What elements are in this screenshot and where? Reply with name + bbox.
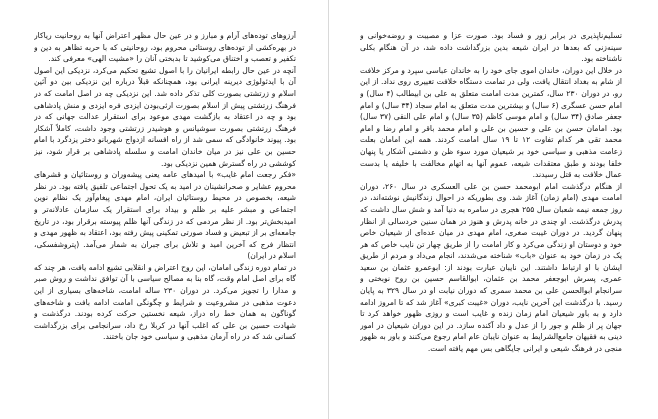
right-paragraph-3: از هنگام درگذشت امام ابومحمد حسن بن علی العسکری در سال ۲۶۰، دوران امامت مهدی (امام زمان) آغاز شد. وی بطوریکه در احوال زندگانیش نوشته‌اند، در روز جمعه نیمه شعبان سال ۲۵۵ هجری در سامره به دنیا آمد و شش سال داشت که پدرش درگذشت. او چندی در خانه پدرش و هنوز در همان سنین خردسالی از انظار پنهان گردید. در دوران غیبت صغری، امام مهدی در میان عده‌ای از شیعیان خاص خود و دوستان او زندگی می‌کرد و کار امامت را از طریق چهار تن نایب خاص که هر یک در زمان خود به عنوان «باب» شناخته می‌شدند، انجام می‌داد و مردم از طریق ایشان با او ارتباط داشتند. این نایبان عبارت بودند از: ابوعمرو عثمان بن سعید عمری، پسرش ابوجعفر محمد بن عثمان، ابوالقاسم حسین بن روح نوبختی و سرانجام ابوالحسن علی بن محمد سمری که دوران نیابت او در سال ۳۲۹ به پایان رسید. با درگذشت این آخرین نایب، دوران «غیبت کبری» آغاز شد که تا امروز ادامه دارد و به باور شیعیان امام زمان زنده و غایب است و روزی ظهور خواهد کرد تا جهان پر از ظلم و جور را از عدل و داد آکنده سازد. در این دوران شیعیان در امور دینی به فقیهان جامع‌الشرایط به عنوان نایبان عام امام رجوع می‌کنند و باور به ظهور منجی در فرهنگ شیعی و ایرانی جایگاهی بس مهم یافته است. <box>360 181 622 354</box>
right-page <box>360 30 622 415</box>
left-paragraph-2: آنچه در عین حال رابطه ایرانیان را با اصول تشیع تحکیم می‌کرد، نزدیکی این اصول آن با ایدئولوژی دیرینه ایرانی بود، همچنانکه قبلاً درباره این نزدیکی بین دو آئین اسلام و زرتشتی بصورت کلی تذکر داده شد. این نزدیکی چه در اصل امامت که در فرهنگ زرتشتی پیش از اسلام بصورت ارثی‌بودن ایزدی فره ایزدی و منش پادشاهی بود و چه در اعتقاد به بازگشت مهدی موعود برای استقرار عدالت جهانی که در فرهنگ زرتشتی بصورت سوشیانس و هوشیدر زرتشتی وجود داشت، کاملاً آشکار بود. پیوند خانوادگی که سمی شد از راه افسانه ازدواج شهربانو دختر یزدگرد با امام حسین بن علی نیز در میان خاندان امامت و سلسله پادشاهی بر قرار شود، نیز کوششی در راه گسترش همین نزدیکی بود. <box>34 65 296 168</box>
right-paragraph-2: در خلال این دوران، خاندان اموی جای خود را به خاندان عباسی سپرد و مرکز خلافت از شام به بغداد انتقال یافت، ولی در تمامت دستگاه خلافت تغییری روی نداد. از این رو، در دوران ۲۳۰ سال، کمترین مدت امامت متعلق به علی بن ابیطالب (۴ سال) و امام حسن عسگری (۶ سال) و بیشترین مدت متعلق به امام سجاد (۳۴ سال) و امام جعفر صادق (۳۴ سال) و امام موسی کاظم (۳۵ سال) و امام علی النقی (۳۷ سال) بود. امامان حسن بن علی و حسین بن علی و امام محمد باقر و امام رضا و امام محمد تقی هر کدام تفاوت ۱۲ تا ۱۹ سال امامت کردند. همه این امامان بعلت زعامت مذهبی و سیاسی خود بر شیعیان مورد سوء ظن و دشمنی آشکار یا پنهان خلفا بودند و طبق معتقدات شیعه، عموم آنها به اتهام مخالفت با خلیفه یا بدست عمال خلافت به قتل رسیدند. <box>360 65 622 180</box>
right-paragraph-1: تسلیم‌ناپذیری در برابر زور و فساد بود. صورت عزا و مصیبت و روضه‌خوانی و سینه‌زنی که بعدها در ایران شیعه بدین بزرگداشت داده شد، در آن هنگام بکلی ناشناخته بود. <box>360 31 622 64</box>
page-gutter <box>328 0 329 419</box>
left-page <box>34 30 296 415</box>
left-paragraph-3: «فکر رجعت امام غایب» با امیدهای عامه یعنی پیشه‌وران و روستائیان و قشرهای محروم عشایر و صحرانشینان در امید به یک تحول اجتماعی تلفیق یافته بود. در نظر شیعه، بخصوص در محیط روستائیان ایران، امام مهدی پیغام‌آور یک نظام نوین اجتماعی و مبشر علیه بر ظلم و بیداد برای استقرار یک سازمان عادلانه‌تر و امیدبخش‌تر بود. از نظر مردمی که در زندگی آنها ظلم پیوسته برقرار بود، در تاریخ جامعه‌ای بر از تبعیض و فساد صورتی تمکینی پیش رفته بود، اعتقاد به ظهور مهدی و انتظار فرج که آخرین امید و تلاش برای جبران به شمار می‌آمد. (پتروشفسکی، اسلام در ایران) <box>34 170 296 261</box>
left-paragraph-4: در تمام دوره زندگی امامان، این روح اعتراض و انقلابی تشیع ادامه یافت، هر چند که گاه برای اصل امام وقت، گاه بنا به مصالح سیاسی با آن توافق نداشت و روش صبر و مدارا را تجویز می‌کرد. در دوران ۲۳۰ ساله امامت، شاخه‌های بسیاری از این دعوت مذهبی در مشروعیت و شرایط و چگونگی امامت ادامه بافت و شاخه‌های گوناگون به همان خط راه دراز، شیعه نخستین حرکت کرده بودند. درگذشت و شهادت حسین بن علی که اغلب آنها در کربلا رخ داد، سرانجامی برای بزرگداشت کسانی شد که در راه آرمان مذهبی و سیاسی خود جان باختند. <box>34 262 296 342</box>
left-paragraph-1: آرزوهای توده‌های آرام و مبارز و در عین حال مظهر اعتراض آنها به روحانیت ریاکار در بهره‌کشی از توده‌های روستائی محروم بود، روحانیتی که با حربه تظاهر به دین و تکفیر و تعصب و اختناق می‌کوشید تا بدبختی آنان را «مشیت الهی» معرفی کند. <box>34 31 296 64</box>
